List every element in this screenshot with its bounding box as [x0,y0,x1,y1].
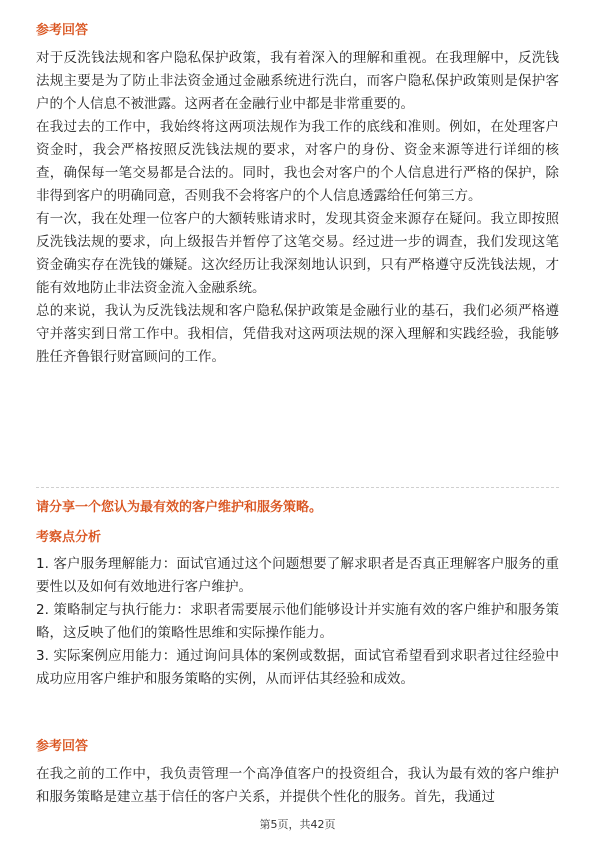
answer-paragraph: 有一次，我在处理一位客户的大额转账请求时，发现其资金来源存在疑问。我立即按照反洗钱法规的要求，向上级报告并暂停了这笔交易。经过进一步的调查，我们发现这笔资金确实存在洗钱的嫌疑。这次经历让我深刻地认识到，只有严格遵守反洗钱法规，才能有效地防止非法资金流入金融系统。 [36,211,559,296]
answer-paragraph: 对于反洗钱法规和客户隐私保护政策，我有着深入的理解和重视。在我理解中，反洗钱法规主要是为了防止非法资金通过金融系统进行洗白，而客户隐私保护政策则是保护客户的个人信息不被泄露。这两者在金融行业中都是非常重要的。 [36,50,559,112]
analysis-item: 3. 实际案例应用能力：通过询问具体的案例或数据，面试官希望看到求职者过往经验中成功应用客户维护和服务策略的实例，从而评估其经验和成效。 [36,648,559,687]
analysis-item: 2. 策略制定与执行能力：求职者需要展示他们能够设计并实施有效的客户维护和服务策略，这反映了他们的策略性思维和实际操作能力。 [36,602,559,641]
analysis-heading: 考察点分析 [36,530,102,545]
answer-heading: 参考回答 [36,739,89,754]
answer-section-1 [36,22,559,369]
answer-section-2 [36,738,559,809]
page-number: 第5页，共42页 [259,818,336,831]
answer-paragraph: 在我过去的工作中，我始终将这两项法规作为我工作的底线和准则。例如，在处理客户资金时，我会严格按照反洗钱法规的要求，对客户的身份、资金来源等进行详细的核查，确保每一笔交易都是合法的。同时，我也会对客户的个人信息进行严格的保护，除非得到客户的明确同意，否则我不会将客户的个人信息透露给任何第三方。 [36,119,559,204]
answer-paragraph: 在我之前的工作中，我负责管理一个高净值客户的投资组合，我认为最有效的客户维护和服务策略是建立基于信任的客户关系，并提供个性化的服务。首先，我通过 [36,766,559,805]
question-section [36,499,559,691]
answer-paragraph: 总的来说，我认为反洗钱法规和客户隐私保护政策是金融行业的基石，我们必须严格遵守并落实到日常工作中。我相信，凭借我对这两项法规的深入理解和实践经验，我能够胜任齐鲁银行财富顾问的工作。 [36,303,559,365]
question-title: 请分享一个您认为最有效的客户维护和服务策略。 [36,500,323,515]
analysis-item: 1. 客户服务理解能力：面试官通过这个问题想要了解求职者是否真正理解客户服务的重要性以及如何有效地进行客户维护。 [36,556,559,595]
answer-heading: 参考回答 [36,23,89,38]
section-divider [36,487,559,488]
